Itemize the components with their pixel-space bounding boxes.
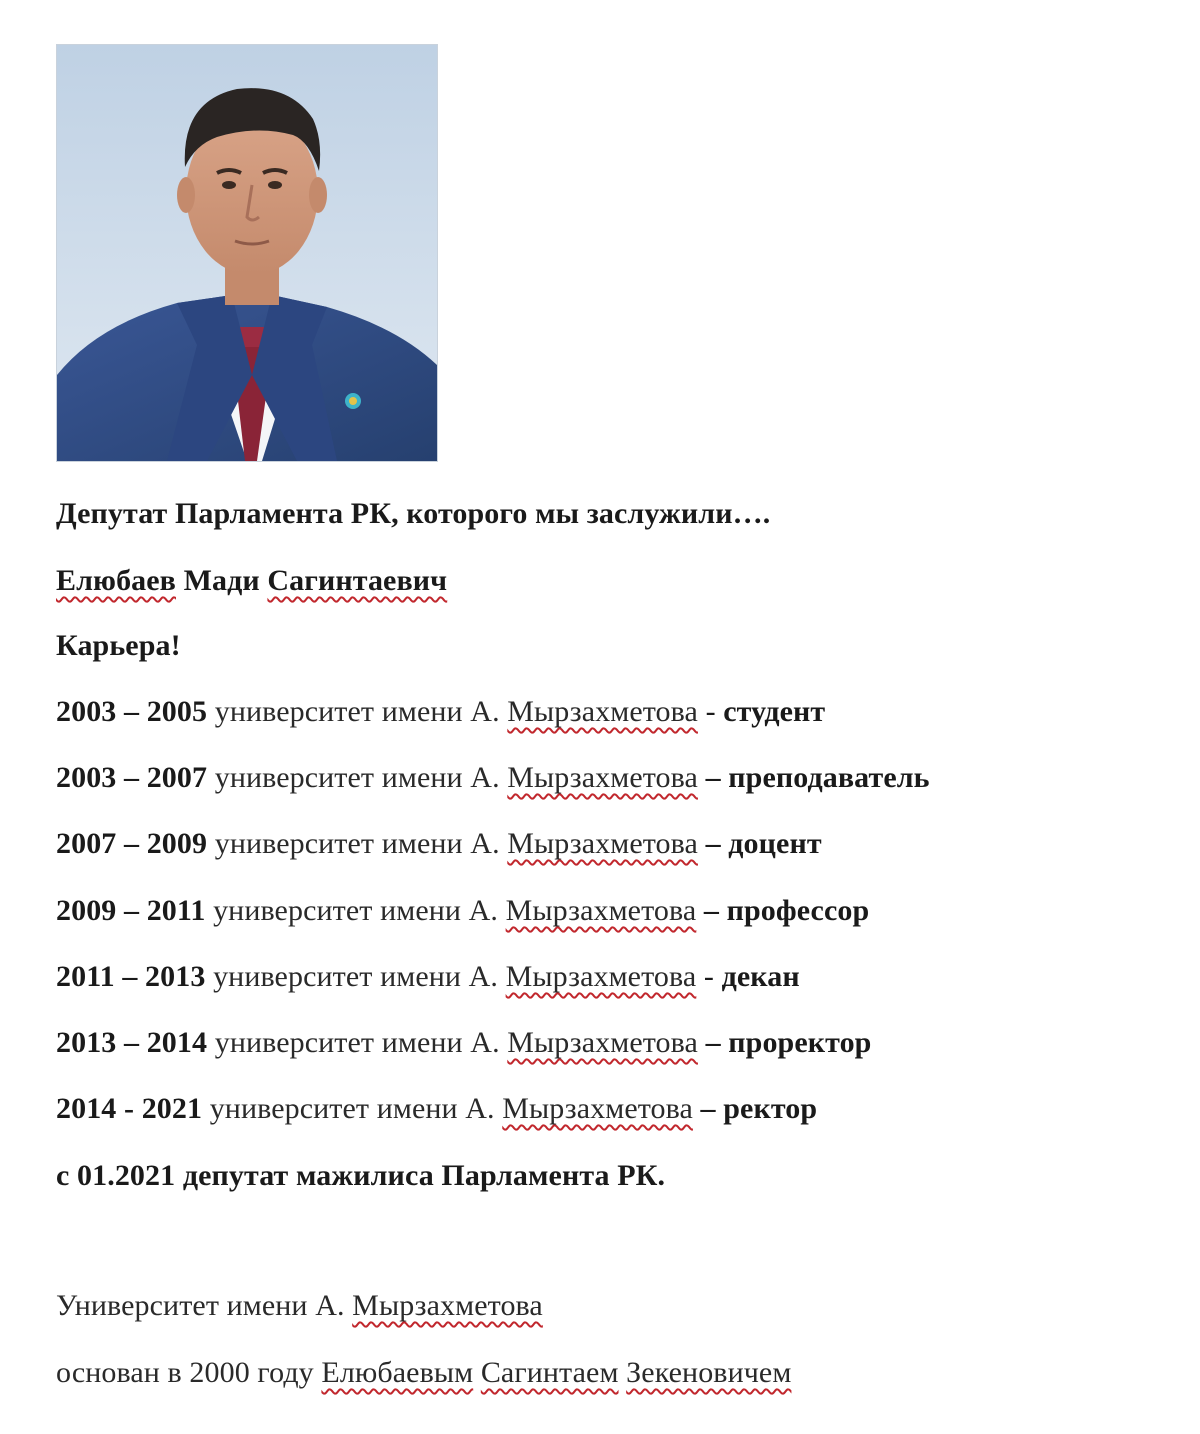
career-years: 2013 – 2014 [56,1026,208,1059]
career-university: Мырзахметова [507,1026,698,1059]
career-years: 2003 – 2005 [56,695,208,728]
deputy-line: с 01.2021 депутат мажилиса Парламента РК. [56,1159,666,1192]
career-separator: – [705,761,721,794]
career-years: 2014 - 2021 [56,1092,203,1125]
founder-surname: Елюбаевым [321,1356,474,1389]
footer-line-2 [56,1355,791,1391]
career-years: 2003 – 2007 [56,761,208,794]
page-title: Депутат Парламента РК, которого мы заслужили…. [56,497,771,530]
career-row [56,760,930,796]
career-university: Мырзахметова [505,960,697,993]
name-patronymic: Сагинтаевич [267,564,448,597]
career-separator: – [705,827,721,860]
person-name [56,563,447,599]
career-place: университет имени А. [213,960,499,993]
career-row [56,959,800,995]
career-university: Мырзахметова [505,894,697,927]
career-role: ректор [723,1092,818,1125]
career-role: студент [723,695,826,728]
career-row [56,1025,871,1061]
career-row [56,893,869,929]
career-university: Мырзахметова [507,761,698,794]
career-place: университет имени А. [214,827,500,860]
name-surname: Елюбаев [56,564,176,597]
career-role: доцент [728,827,822,860]
career-role: профессор [726,894,870,927]
career-separator: – [700,1092,716,1125]
career-separator: - [703,960,714,993]
founder-name: Сагинтаем [480,1356,619,1389]
career-place: университет имени А. [214,695,500,728]
name-first: Мади [183,564,260,597]
career-years: 2007 – 2009 [56,827,208,860]
career-university: Мырзахметова [507,695,698,728]
career-role: декан [721,960,800,993]
footer-line-1 [56,1288,543,1324]
career-university: Мырзахметова [507,827,698,860]
career-place: университет имени А. [214,1026,500,1059]
portrait-photo [56,44,438,462]
footer-university: Мырзахметова [352,1289,543,1322]
career-row [56,1091,817,1127]
career-row [56,826,822,862]
career-separator: – [703,894,720,927]
founder-patronymic: Зекеновичем [626,1356,792,1389]
footer-text: основан в 2000 году [56,1356,314,1389]
career-place: университет имени А. [214,761,500,794]
career-role: преподаватель [728,761,930,794]
career-role: проректор [728,1026,872,1059]
career-separator: – [705,1026,721,1059]
footer-text: Университет имени А. [56,1289,345,1322]
career-years: 2011 – 2013 [56,960,206,993]
career-place: университет имени А. [209,1092,495,1125]
career-university: Мырзахметова [502,1092,693,1125]
career-separator: - [705,695,716,728]
career-row [56,694,825,730]
career-place: университет имени А. [213,894,499,927]
career-heading: Карьера! [56,629,181,662]
career-years: 2009 – 2011 [56,894,206,927]
